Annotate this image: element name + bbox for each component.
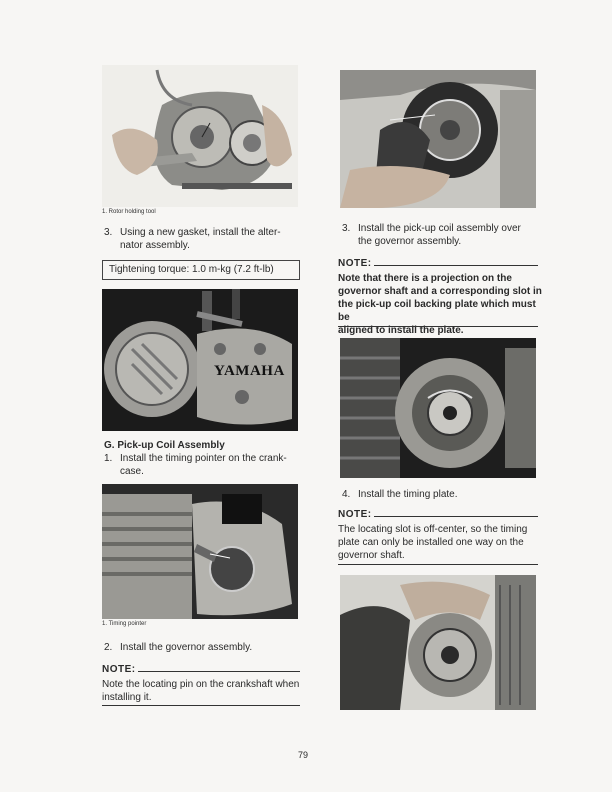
step-3-install-pickup-coil — [342, 222, 542, 248]
note-line1: Note the locating pin on the crankshaft when — [102, 679, 300, 690]
note-line2: installing it. — [102, 692, 152, 703]
step-1-timing-pointer — [104, 452, 304, 478]
engine-photo-4 — [340, 70, 536, 208]
note-right-2-header — [338, 509, 538, 520]
step-3-install-alternator — [104, 226, 304, 252]
note-label: NOTE: — [338, 258, 372, 269]
note-left-bottom-rule — [102, 705, 300, 706]
engine-photo-3 — [102, 484, 298, 619]
step-text-line1: Install the governor assembly. — [120, 642, 253, 653]
step-number: 3. — [104, 227, 113, 238]
yamaha-logo: YAMAHA — [214, 363, 285, 379]
step-2-governor — [104, 641, 304, 654]
step-text-line1: Install the timing plate. — [358, 489, 458, 500]
engine-photo-1 — [102, 65, 298, 207]
photo-pickup-assembly — [340, 338, 536, 478]
note-right-2-body — [338, 523, 542, 562]
note-line: The locating slot is off-center, so the timing — [338, 524, 528, 535]
photo-rotor-holding-tool — [102, 65, 298, 207]
note-rule — [138, 671, 300, 672]
note-rule — [374, 265, 538, 266]
step-text-line1: Install the timing pointer on the crank- — [120, 453, 287, 464]
engine-photo-6 — [340, 575, 536, 710]
note-rule — [374, 516, 538, 517]
note-right-1-header — [338, 258, 538, 269]
step-number: 3. — [342, 223, 351, 234]
step-number: 1. — [104, 453, 113, 464]
photo-alternator-cover — [102, 289, 298, 431]
photo-pickup-coil — [340, 70, 536, 208]
photo3-caption: 1. Timing pointer — [102, 621, 147, 627]
step-number: 4. — [342, 489, 351, 500]
note-line: plate can only be installed one way on the — [338, 537, 524, 548]
photo-timing-pointer — [102, 484, 298, 619]
note-label: NOTE: — [338, 509, 372, 520]
note-label: NOTE: — [102, 664, 136, 675]
note-left-header — [102, 664, 300, 675]
note-line: the pick-up coil backing plate which must be — [338, 299, 536, 323]
engine-photo-2 — [102, 289, 298, 431]
note-left-body — [102, 678, 304, 704]
step-text-line2: the governor assembly. — [358, 236, 462, 247]
section-title-pickup-coil: G. Pick-up Coil Assembly — [104, 440, 225, 451]
note-line: Note that there is a projection on the — [338, 273, 512, 284]
note-line: governor shaft and a corresponding slot in — [338, 286, 542, 297]
note-right-1-body — [338, 272, 542, 337]
note-right-1-bottom-rule — [338, 326, 538, 327]
step-text-line2: case. — [120, 466, 144, 477]
note-line: aligned to install the plate. — [338, 325, 464, 336]
step-text-line1: Install the pick-up coil assembly over — [358, 223, 521, 234]
note-right-2-bottom-rule — [338, 564, 538, 565]
step-4-timing-plate — [342, 488, 542, 501]
step-number: 2. — [104, 642, 113, 653]
tightening-torque-box: Tightening torque: 1.0 m-kg (7.2 ft-lb) — [102, 260, 300, 280]
photo1-caption: 1. Rotor holding tool — [102, 209, 156, 215]
step-text-line1: Using a new gasket, install the alter- — [120, 227, 281, 238]
note-line: governor shaft. — [338, 550, 405, 561]
step-text-line2: nator assembly. — [120, 240, 190, 251]
page-number: 79 — [298, 750, 309, 760]
engine-photo-5 — [340, 338, 536, 478]
photo-timing-plate — [340, 575, 536, 710]
